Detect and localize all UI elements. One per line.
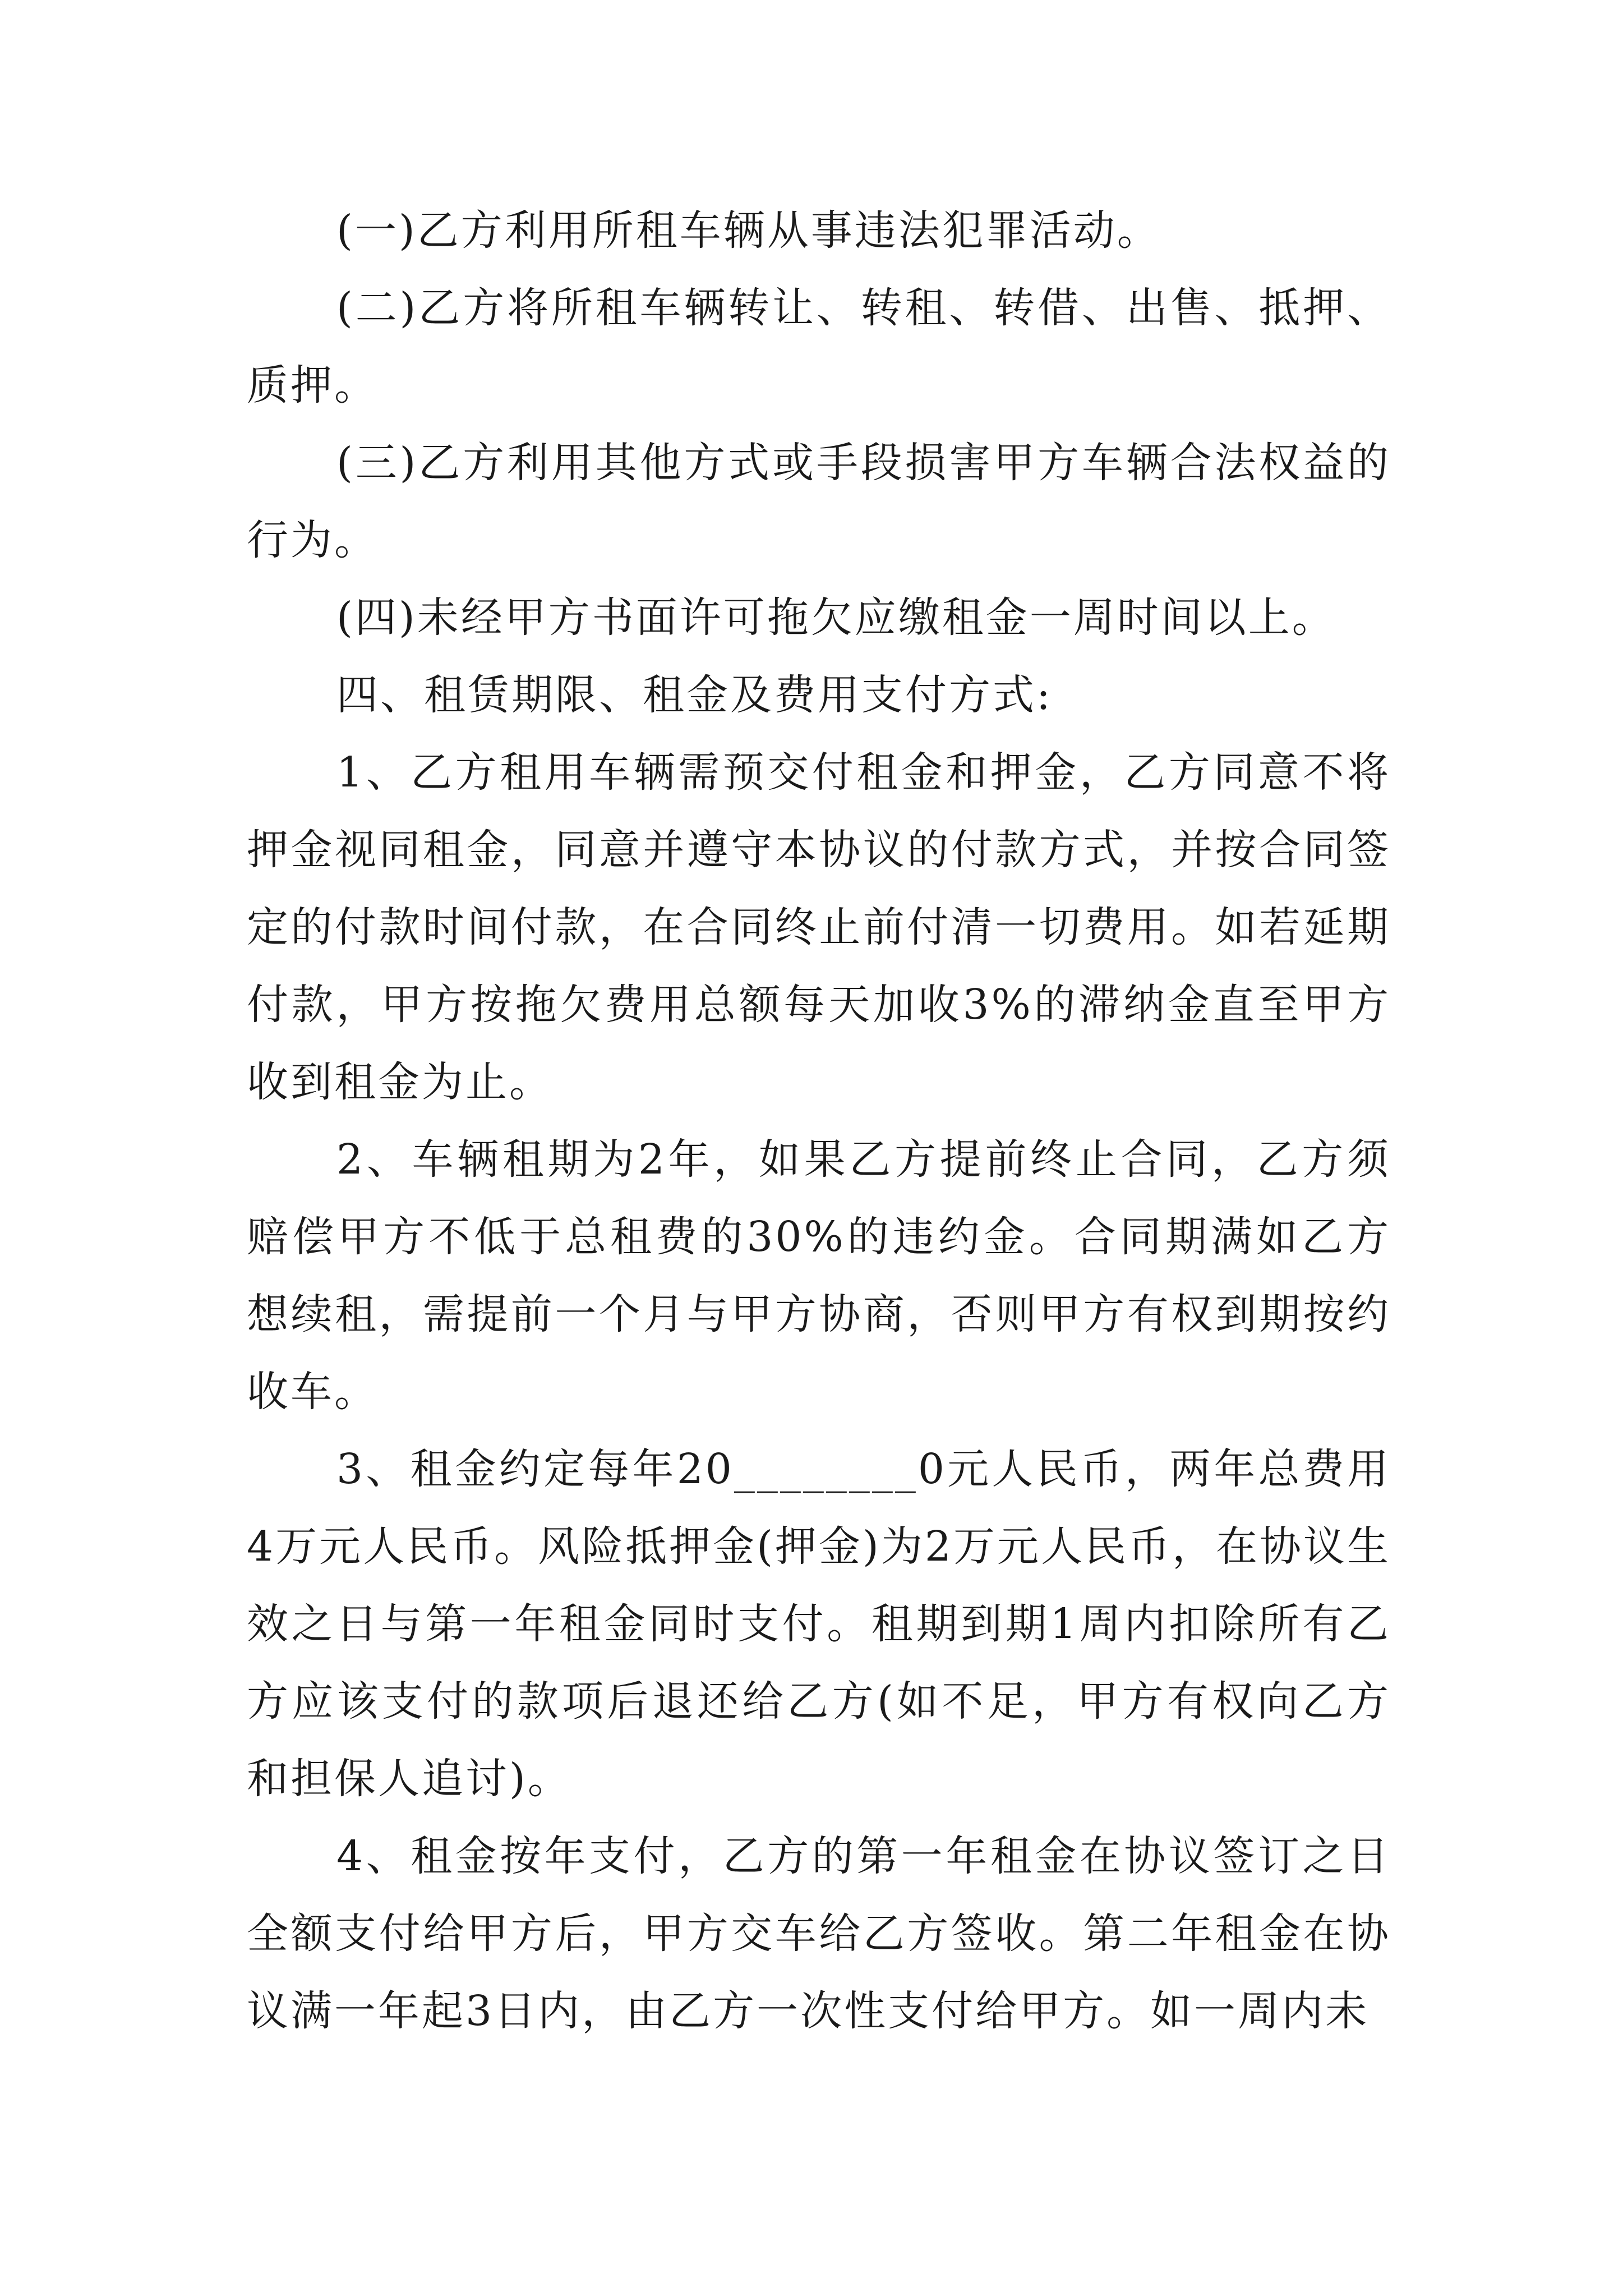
paragraph-item-3: 3、租金约定每年20________0元人民币，两年总费用4万元人民币。风险抵押金(押金)为2万元人民币，在协议生效之日与第一年租金同时支付。租期到期1周内扣除所有乙方应该支付的款项后退还给乙方(如不足，甲方有权向乙方和担保人追讨)。 — [247, 1445, 1391, 1803]
paragraph-item-2: 2、车辆租期为2年，如果乙方提前终止合同，乙方须赔偿甲方不低于总租费的30%的违约金。合同期满如乙方想续租，需提前一个月与甲方协商，否则甲方有权到期按约收车。 — [247, 1135, 1391, 1416]
paragraph-clause-1: (一)乙方利用所租车辆从事违法犯罪活动。 — [336, 206, 1161, 255]
document-body — [247, 192, 1391, 2050]
paragraph-item-4: 4、租金按年支付，乙方的第一年租金在协议签订之日全额支付给甲方后，甲方交车给乙方签收。第二年租金在协议满一年起3日内，由乙方一次性支付给甲方。如一周内未 — [247, 1832, 1391, 2035]
paragraph-clause-3: (三)乙方利用其他方式或手段损害甲方车辆合法权益的行为。 — [247, 439, 1391, 564]
paragraph-item-1: 1、乙方租用车辆需预交付租金和押金，乙方同意不将押金视同租金，同意并遵守本协议的付款方式，并按合同签定的付款时间付款，在合同终止前付清一切费用。如若延期付款，甲方按拖欠费用总额每天加收3%的滞纳金直至甲方收到租金为止。 — [247, 748, 1391, 1106]
paragraph-clause-4: (四)未经甲方书面许可拖欠应缴租金一周时间以上。 — [336, 593, 1336, 642]
paragraph-clause-2: (二)乙方将所租车辆转让、转租、转借、出售、抵押、质押。 — [247, 284, 1391, 409]
section-heading-lease-term: 四、租赁期限、租金及费用支付方式: — [336, 671, 1053, 719]
